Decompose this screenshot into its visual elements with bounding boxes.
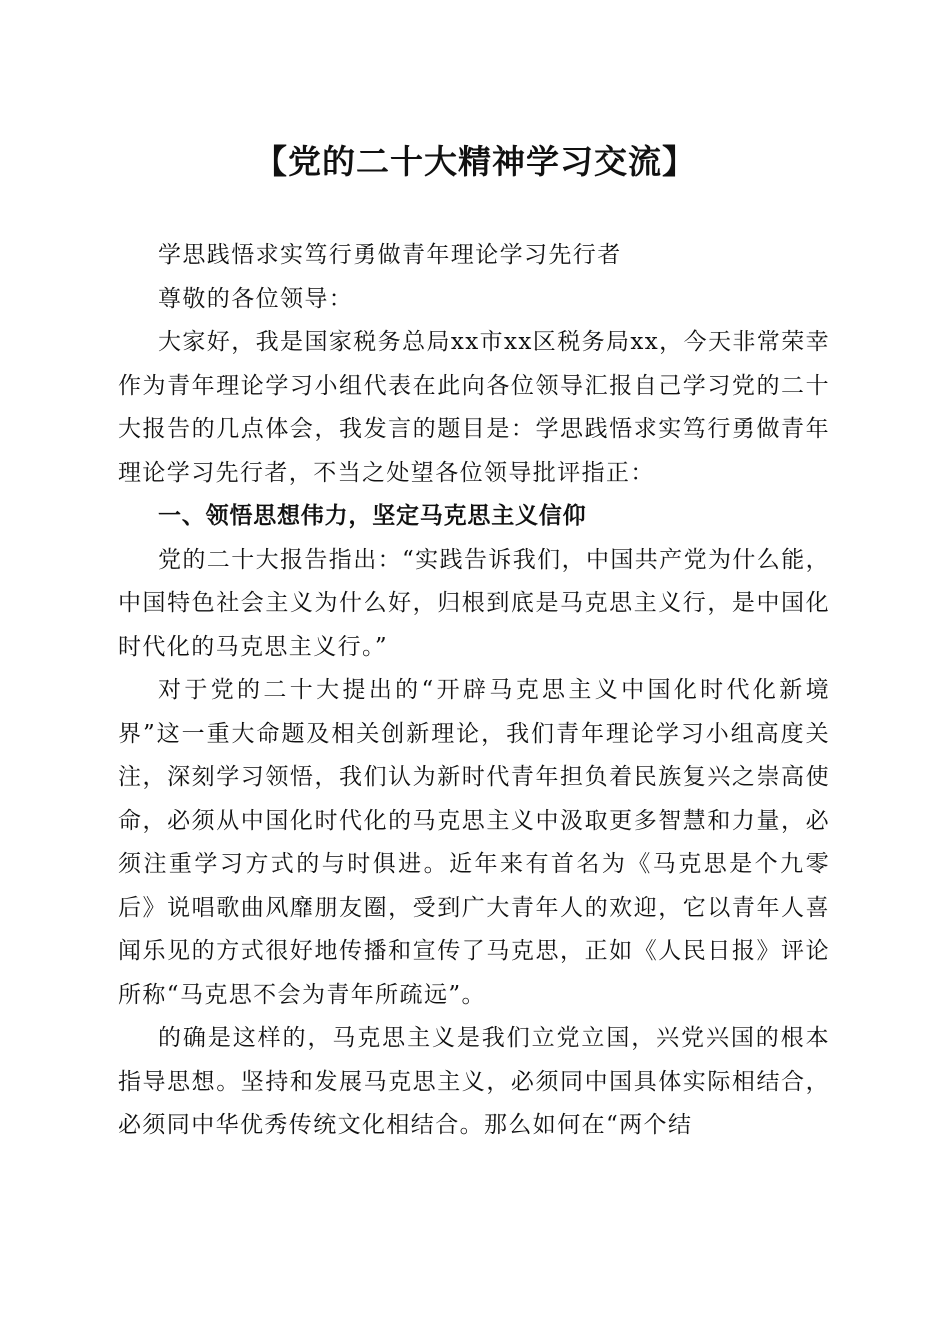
body-paragraph: 的确是这样的，马克思主义是我们立党立国，兴党兴国的根本指导思想。坚持和发展马克思主义，必须同中国具体实际相结合，必须同中华优秀传统文化相结合。那么如何在“两个结 [118,1025,830,1138]
body-paragraph: 党的二十大报告指出：“实践告诉我们，中国共产党为什么能，中国特色社会主义为什么好，归根到底是马克思主义行，是中国化时代化的马克思主义行。” [118,546,830,660]
section-heading: 一、领悟思想伟力，坚定马克思主义信仰 [158,503,587,529]
document-body [118,234,830,1148]
speech-subtitle: 学思践悟求实笃行勇做青年理论学习先行者 [158,242,622,268]
salutation: 尊敬的各位领导： [158,285,354,312]
body-paragraph: 对于党的二十大提出的“开辟马克思主义中国化时代化新境界”这一重大命题及相关创新理论，我们青年理论学习小组高度关注，深刻学习领悟，我们认为新时代青年担负着民族复兴之崇高使命，必须从中国化时代化的马克思主义中汲取更多智慧和力量，必须注重学习方式的与时俱进。近年来有首名为《马克思是个九零后》说唱歌曲风靡朋友圈，受到广大青年人的欢迎，它以青年人喜闻乐见的方式很好地传播和宣传了马克思，正如《人民日报》评论所称“马克思不会为青年所疏远”。 [118,677,830,1008]
document-title: 【党的二十大精神学习交流】 [254,142,696,181]
body-paragraph: 大家好，我是国家税务总局xx市xx区税务局xx，今天非常荣幸作为青年理论学习小组代表在此向各位领导汇报自己学习党的二十大报告的几点体会，我发言的题目是：学思践悟求实笃行勇做青年理论学习先行者，不当之处望各位领导批评指正： [118,329,830,486]
